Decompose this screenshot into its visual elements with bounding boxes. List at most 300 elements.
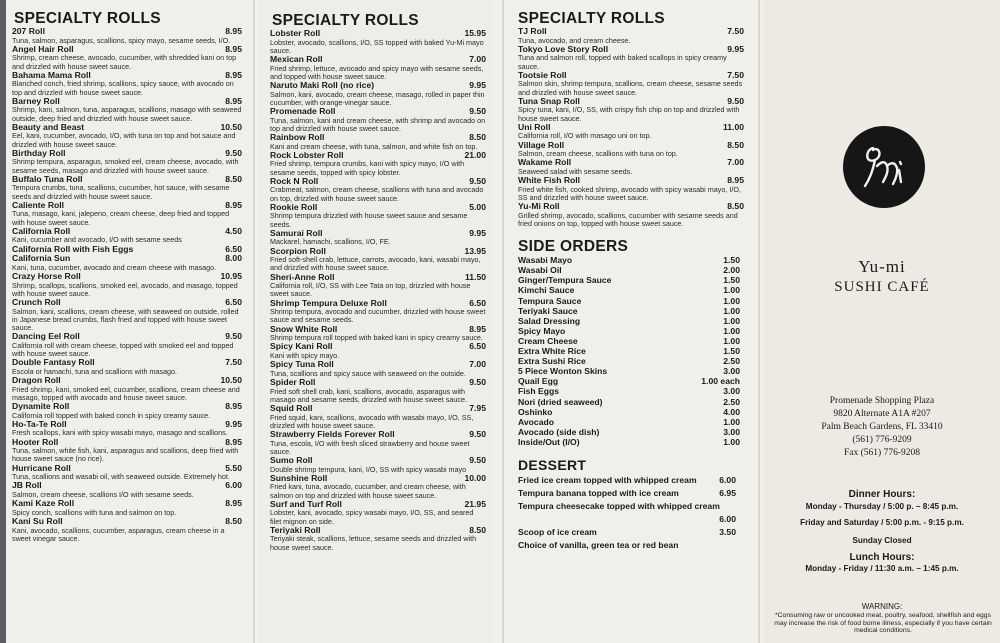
menu-item-row bbox=[518, 437, 740, 447]
item-description: Seaweed salad with sesame seeds. bbox=[518, 166, 633, 176]
item-description: Tuna, scallions and spicy sauce with seaweed on the outside. bbox=[270, 368, 466, 378]
item-price: 7.00 bbox=[469, 54, 486, 64]
menu-item bbox=[270, 325, 486, 343]
menu-item-row bbox=[518, 397, 740, 407]
menu-item bbox=[518, 487, 736, 500]
item-name: Avocado (side dish) bbox=[518, 426, 600, 437]
menu-item bbox=[518, 158, 744, 176]
menu-item bbox=[518, 437, 740, 447]
item-price: 1.00 each bbox=[701, 376, 740, 387]
menu-item bbox=[270, 500, 486, 526]
menu-item bbox=[518, 275, 740, 285]
item-price: 9.50 bbox=[469, 376, 486, 387]
item-description: Fried shrimp, kani, smoked eel, cucumber, scallions, cream cheese and masago, topped with avocado and house sweet sauce. bbox=[12, 384, 240, 402]
menu-item-row bbox=[518, 265, 740, 275]
item-price: 8.50 bbox=[469, 524, 486, 535]
dinner-hours-line: Monday - Thursday / 5:00 p. – 8:45 p.m. bbox=[805, 502, 959, 511]
menu-item bbox=[12, 175, 242, 201]
item-description: Salmon, kani, scallions, cream cheese, with seaweed on outside, rolled in Japanese bread crumbs, flash fried and topped with house sweet sauce. bbox=[12, 306, 239, 332]
cafe-name: Yu-mi bbox=[858, 257, 906, 276]
item-description: Blanched conch, fried shrimp, scallions, spicy sauce, with avocado on top and drizzled with house sweet sauce. bbox=[12, 79, 234, 97]
item-name: Squid Roll bbox=[270, 403, 313, 413]
item-price: 7.50 bbox=[727, 26, 744, 36]
item-description: Tuna, salmon, asparagus, scallions, spicy mayo, sesame seeds, I/O. bbox=[12, 35, 231, 45]
menu-item-row bbox=[12, 245, 242, 255]
item-price: 10.00 bbox=[464, 472, 486, 483]
menu-item-row bbox=[518, 356, 740, 366]
item-price: 6.00 bbox=[225, 480, 242, 491]
roll-list bbox=[270, 29, 486, 552]
item-description: Salmon skin, shrimp tempura, scallions, cream cheese, sesame seeds and drizzled with house sweet sauce. bbox=[518, 79, 743, 97]
menu-item bbox=[518, 513, 736, 526]
item-description: Lobster, avocado, scallions, I/O, SS topped with baked Yu-Mi mayo sauce. bbox=[270, 37, 484, 55]
lunch-hours-title: Lunch Hours: bbox=[849, 552, 915, 563]
item-price: 3.00 bbox=[723, 426, 740, 437]
item-price: 1.00 bbox=[723, 305, 740, 316]
item-name: Snow White Roll bbox=[270, 324, 338, 334]
fold-line bbox=[758, 0, 760, 643]
item-name: Hurricane Roll bbox=[12, 463, 71, 473]
menu-item bbox=[270, 404, 486, 430]
item-price: 8.95 bbox=[225, 43, 242, 54]
menu-item bbox=[12, 481, 242, 499]
item-name: Sumo Roll bbox=[270, 455, 313, 465]
item-description: Fried soft shell crab, kani, scallions, avocado, asparagus with masago and sesame seeds, drizzled with house sweet sauce. bbox=[270, 386, 467, 404]
item-name: Ho-Ta-Te Roll bbox=[12, 419, 67, 429]
menu-item bbox=[270, 456, 486, 474]
section-header: SPECIALTY ROLLS bbox=[14, 10, 161, 27]
item-name: Tootsie Roll bbox=[518, 70, 567, 80]
menu-item-row bbox=[518, 526, 736, 539]
item-description: Kani with spicy mayo. bbox=[270, 350, 340, 360]
item-description: Tuna and salmon roll, topped with baked scallops in spicy creamy sauce. bbox=[518, 53, 727, 71]
menu-item bbox=[518, 202, 744, 228]
item-price: 6.50 bbox=[225, 243, 242, 254]
item-description: Escola or hamachi, tuna and scallions with masago. bbox=[12, 366, 178, 376]
item-name: Buffalo Tuna Roll bbox=[12, 174, 83, 184]
menu-item bbox=[518, 71, 744, 97]
item-name: Crunch Roll bbox=[12, 297, 61, 307]
item-name: Birthday Roll bbox=[12, 148, 66, 158]
menu-item-row bbox=[518, 539, 736, 552]
item-name: Teriyaki Roll bbox=[270, 525, 321, 535]
item-name: Choice of vanilla, green tea or red bean bbox=[518, 539, 679, 550]
menu-item bbox=[12, 149, 242, 175]
item-price: 10.50 bbox=[220, 374, 242, 385]
item-name: TJ Roll bbox=[518, 27, 547, 36]
menu-item bbox=[518, 176, 744, 202]
menu-item-row bbox=[518, 366, 740, 376]
item-description: Kani, cucumber and avocado, I/O with sesame seeds bbox=[12, 235, 182, 245]
menu-item bbox=[518, 376, 740, 386]
item-name: California Roll with Fish Eggs bbox=[12, 244, 134, 254]
item-price: 6.50 bbox=[225, 296, 242, 307]
item-price: 9.50 bbox=[225, 331, 242, 342]
item-name: Rainbow Roll bbox=[270, 133, 325, 142]
menu-item bbox=[12, 27, 242, 45]
menu-item bbox=[12, 227, 242, 245]
menu-item bbox=[270, 151, 486, 177]
item-name: JB Roll bbox=[12, 481, 42, 491]
menu-item-row bbox=[518, 427, 740, 437]
item-name: Caliente Roll bbox=[12, 200, 65, 210]
item-name: Yu-Mi Roll bbox=[518, 202, 560, 212]
item-price: 6.95 bbox=[719, 487, 736, 498]
item-name: Rock N Roll bbox=[270, 176, 319, 186]
menu-item bbox=[12, 358, 242, 376]
item-name: Teriyaki Sauce bbox=[518, 305, 578, 316]
item-price: 8.95 bbox=[225, 400, 242, 411]
item-description: Fried shrimp, lettuce, avocado and spicy mayo with sesame seeds, and topped with house sweet sauce. bbox=[270, 63, 484, 81]
menu-item bbox=[518, 255, 740, 265]
item-name: Barney Roll bbox=[12, 96, 60, 106]
menu-item bbox=[270, 81, 486, 107]
item-price: 9.50 bbox=[469, 106, 486, 116]
item-description: Fried kani, tuna, avocado, cucumber, and cream cheese, with salmon on top and drizzled with house sweet sauce. bbox=[270, 482, 466, 500]
item-price: 8.95 bbox=[469, 323, 486, 334]
item-price: 2.50 bbox=[723, 356, 740, 367]
item-name: Wasabi Mayo bbox=[518, 255, 573, 266]
menu-item bbox=[12, 97, 242, 123]
menu-item bbox=[270, 29, 486, 55]
menu-item bbox=[270, 299, 486, 325]
menu-item bbox=[12, 298, 242, 332]
address-block bbox=[764, 395, 1000, 460]
menu-item-row bbox=[518, 474, 736, 487]
item-name: Sheri-Anne Roll bbox=[270, 272, 335, 282]
menu-item-row bbox=[518, 407, 740, 417]
item-price: 1.00 bbox=[723, 416, 740, 427]
item-description: Tempura crumbs, tuna, scallions, cucumber, hot sauce, with sesame seeds and drizzled with house sweet sauce. bbox=[12, 183, 230, 201]
yumi-logo bbox=[843, 126, 925, 208]
item-price: 9.50 bbox=[469, 454, 486, 465]
item-description: Tuna, salmon, white fish, kani, asparagus and scallions, deep fried with house sweet sauce (no rice). bbox=[12, 446, 239, 464]
item-price: 6.00 bbox=[719, 513, 736, 524]
item-price: 8.95 bbox=[225, 69, 242, 80]
menu-item bbox=[518, 366, 740, 376]
item-price: 6.50 bbox=[469, 341, 486, 352]
item-description: Lobster, kani, avocado, spicy wasabi mayo, I/O, SS, and seared filet mignon on side. bbox=[270, 508, 474, 526]
menu-item-row bbox=[518, 386, 740, 396]
item-name: Fried ice cream topped with whipped cream bbox=[518, 474, 697, 485]
item-price: 1.50 bbox=[723, 255, 740, 266]
item-name: Wakame Roll bbox=[518, 158, 572, 168]
lunch-hours-line: Monday - Friday / 11:30 a.m. – 1:45 p.m. bbox=[805, 564, 959, 573]
item-name: Extra Sushi Rice bbox=[518, 356, 586, 367]
item-price: 8.50 bbox=[727, 201, 744, 212]
item-name: Mexican Roll bbox=[270, 55, 323, 64]
item-price: 21.00 bbox=[464, 149, 486, 160]
item-description: Shrimp tempura roll topped with baked kani in spicy creamy sauce. bbox=[270, 333, 483, 343]
item-description: Shrimp tempura, avocado and cucumber, drizzled with house sweet sauce and sesame seeds. bbox=[270, 307, 486, 325]
item-price: 7.50 bbox=[727, 69, 744, 80]
item-name: Beauty and Beast bbox=[12, 122, 85, 132]
item-description: Tuna, escola, I/O with fresh sliced strawberry and house sweet sauce. bbox=[270, 438, 470, 456]
item-price: 1.00 bbox=[723, 285, 740, 296]
item-description: Shrimp, cream cheese, avocado, cucumber, with shredded kani on top and drizzled with house sweet sauce. bbox=[12, 53, 237, 71]
menu-item bbox=[518, 97, 744, 123]
menu-item bbox=[518, 141, 744, 159]
item-description: Shrimp tempura drizzled with house sweet sauce and sesame seeds. bbox=[270, 211, 468, 229]
item-name: Shrimp Tempura Deluxe Roll bbox=[270, 298, 387, 308]
item-name: Naruto Maki Roll (no rice) bbox=[270, 81, 375, 90]
menu-item bbox=[518, 427, 740, 437]
item-description: Fried shrimp, tempura crumbs, kani with spicy mayo, I/O with sesame seeds, topped with spicy lobster. bbox=[270, 159, 465, 177]
menu-item bbox=[270, 474, 486, 500]
item-price: 7.50 bbox=[225, 357, 242, 368]
item-price: 4.00 bbox=[723, 406, 740, 417]
item-name: Tokyo Love Story Roll bbox=[518, 44, 609, 54]
item-description: Salmon, kani, avocado, cream cheese, masago, rolled in paper thin cucumber, with orange-vinegar sauce. bbox=[270, 89, 485, 107]
menu-item-row bbox=[518, 376, 740, 386]
section-header: SPECIALTY ROLLS bbox=[272, 12, 419, 29]
item-name: Oshinko bbox=[518, 406, 553, 417]
menu-item bbox=[12, 71, 242, 97]
item-price: 1.00 bbox=[723, 295, 740, 306]
menu-item bbox=[270, 360, 486, 378]
item-price: 5.50 bbox=[225, 462, 242, 473]
item-name: White Fish Roll bbox=[518, 176, 581, 186]
menu-item bbox=[12, 245, 242, 255]
roll-list bbox=[518, 27, 744, 228]
menu-item-row bbox=[518, 275, 740, 285]
dessert-list bbox=[518, 474, 736, 552]
item-description: Shrimp, scallops, scallions, smoked eel, avocado, and masago, topped with house sweet sauce. bbox=[12, 280, 238, 298]
menu-item bbox=[518, 417, 740, 427]
item-description: Fresh scallops, kani with spicy wasabi mayo, masago and scallions. bbox=[12, 428, 228, 438]
menu-item bbox=[12, 499, 242, 517]
item-price: 9.95 bbox=[225, 418, 242, 429]
item-price: 7.95 bbox=[469, 402, 486, 413]
item-price: 9.95 bbox=[469, 227, 486, 238]
cafe-subtitle: SUSHI CAFÉ bbox=[834, 279, 930, 295]
menu-item bbox=[12, 201, 242, 227]
item-name: Spicy Kani Roll bbox=[270, 342, 333, 352]
item-name: Angel Hair Roll bbox=[12, 44, 74, 54]
item-price: 8.50 bbox=[225, 515, 242, 526]
item-price: 9.50 bbox=[469, 428, 486, 439]
item-price: 8.00 bbox=[225, 253, 242, 264]
menu-item bbox=[518, 316, 740, 326]
menu-item-row bbox=[518, 513, 736, 526]
item-description: California roll topped with baked conch in spicy creamy sauce. bbox=[12, 410, 211, 420]
item-price: 1.00 bbox=[723, 315, 740, 326]
menu-item-row bbox=[518, 336, 740, 346]
item-price: 1.50 bbox=[723, 346, 740, 357]
dessert-header: DESSERT bbox=[518, 456, 587, 473]
item-name: Kimchi Sauce bbox=[518, 285, 575, 296]
menu-item-row bbox=[518, 500, 736, 513]
item-price: 9.50 bbox=[225, 147, 242, 158]
item-price: 3.00 bbox=[723, 386, 740, 397]
item-name: Double Fantasy Roll bbox=[12, 358, 95, 368]
menu-item-row bbox=[518, 326, 740, 336]
menu-item bbox=[270, 526, 486, 552]
item-name: Spider Roll bbox=[270, 377, 316, 387]
menu-item bbox=[12, 376, 242, 402]
item-description: California roll, I/O, SS with Lee Tata on top, drizzled with house sweet sauce. bbox=[270, 281, 471, 299]
item-description: Shrimp, kani, salmon, tuna, asparagus, scallions, masago with seaweed outside, deep fried and drizzled with house sweet sauce. bbox=[12, 105, 242, 123]
item-description: Kani, tuna, cucumber, avocado and cream cheese with masago. bbox=[12, 262, 217, 272]
menu-item bbox=[518, 500, 736, 513]
fold-line bbox=[502, 0, 504, 643]
item-name: Ginger/Tempura Sauce bbox=[518, 275, 612, 286]
menu-item bbox=[270, 133, 486, 151]
item-price: 21.95 bbox=[464, 498, 486, 509]
item-price: 1.00 bbox=[723, 325, 740, 336]
item-description: Teriyaki steak, scallions, lettuce, sesame seeds and drizzled with house sweet sauce. bbox=[270, 534, 477, 552]
menu-item bbox=[12, 123, 242, 149]
item-price: 6.00 bbox=[719, 474, 736, 485]
menu-item bbox=[12, 438, 242, 464]
item-description: Grilled shrimp, avocado, scallions, cucumber with sesame seeds and fried onions on top, topped with house sweet sauce. bbox=[518, 210, 738, 228]
item-name: Bahama Mama Roll bbox=[12, 70, 91, 80]
item-name: Uni Roll bbox=[518, 122, 551, 132]
dinner-hours-line: Friday and Saturday / 5:00 p.m. - 9:15 p.m. bbox=[800, 518, 964, 527]
item-price: 10.50 bbox=[220, 121, 242, 132]
menu-item bbox=[518, 526, 736, 539]
menu-item bbox=[518, 397, 740, 407]
menu-item bbox=[12, 517, 242, 543]
item-name: Kani Su Roll bbox=[12, 516, 63, 526]
item-name: Tempura banana topped with ice cream bbox=[518, 487, 679, 498]
item-price: 8.50 bbox=[469, 132, 486, 142]
item-name: Extra White Rice bbox=[518, 346, 586, 357]
menu-item bbox=[518, 356, 740, 366]
section-header: SPECIALTY ROLLS bbox=[518, 10, 665, 27]
menu-item bbox=[518, 407, 740, 417]
item-description: Kani and cream cheese, with tuna, salmon, and white fish on top. bbox=[270, 141, 478, 151]
menu-item bbox=[518, 296, 740, 306]
item-price: 13.95 bbox=[464, 245, 486, 256]
address-line: (561) 776-9209 bbox=[852, 435, 912, 445]
menu-item-row bbox=[518, 417, 740, 427]
warning-text: *Consuming raw or uncooked meat, poultry, seafood, shellfish and eggs may increase the risk of food borne illness, especially if you have certain medical conditions. bbox=[774, 612, 992, 635]
item-name: Lobster Roll bbox=[270, 29, 321, 38]
menu-item-row bbox=[518, 296, 740, 306]
item-name: Dancing Eel Roll bbox=[12, 332, 80, 342]
item-price: 8.95 bbox=[225, 26, 242, 36]
item-price: 1.00 bbox=[723, 335, 740, 346]
item-description: Salmon, cream cheese, scallions with tuna on top. bbox=[518, 149, 678, 159]
item-name: Rock Lobster Roll bbox=[270, 150, 344, 160]
item-description: Double shrimp tempura, kani, I/O, SS with spicy wasabi mayo bbox=[270, 464, 467, 474]
panel-cafe-info bbox=[764, 0, 1000, 643]
menu-item bbox=[12, 464, 242, 482]
item-price: 9.95 bbox=[727, 43, 744, 54]
address-line: Promenade Shopping Plaza bbox=[829, 396, 935, 406]
menu-item bbox=[518, 27, 744, 45]
item-price: 8.50 bbox=[225, 173, 242, 184]
item-name: Tempura cheesecake topped with whipped cream bbox=[518, 500, 720, 511]
menu-item bbox=[270, 107, 486, 133]
item-name: Crazy Horse Roll bbox=[12, 271, 81, 281]
item-name: Spicy Mayo bbox=[518, 325, 566, 336]
item-name: Inside/Out (I/O) bbox=[518, 436, 580, 447]
item-name: Salad Dressing bbox=[518, 315, 581, 326]
item-name: Village Roll bbox=[518, 140, 565, 150]
item-name: Kami Kaze Roll bbox=[12, 499, 75, 509]
item-name: Samurai Roll bbox=[270, 228, 323, 238]
item-price: 15.95 bbox=[464, 28, 486, 38]
menu-item bbox=[518, 346, 740, 356]
item-name: Sunshine Roll bbox=[270, 473, 328, 483]
item-price: 9.50 bbox=[727, 95, 744, 106]
item-price: 2.00 bbox=[723, 265, 740, 276]
menu-item bbox=[518, 336, 740, 346]
menu-item bbox=[270, 273, 486, 299]
item-name: Scoop of ice cream bbox=[518, 526, 597, 537]
item-description: Eel, kani, cucumber, avocado, I/O, with tuna on top and hot sauce and drizzled with house sweet sauce. bbox=[12, 131, 236, 149]
item-price: 8.95 bbox=[225, 95, 242, 106]
item-name: Promenade Roll bbox=[270, 107, 336, 116]
side-orders-list bbox=[518, 255, 740, 447]
item-description: Tuna, salmon, kani and cream cheese, with shrimp and avocado on top and drizzled with house sweet sauce. bbox=[270, 115, 486, 133]
item-description: Tuna, scallions and wasabi oil, with seaweed outside. Extremely hot. bbox=[12, 472, 230, 482]
menu-item bbox=[270, 55, 486, 81]
menu-item bbox=[270, 247, 486, 273]
menu-item-row bbox=[518, 316, 740, 326]
item-price: 8.50 bbox=[727, 139, 744, 150]
item-description: California roll, I/O with masago uni on top. bbox=[518, 131, 652, 141]
dinner-hours-line: Sunday Closed bbox=[852, 536, 912, 545]
fold-line bbox=[253, 0, 255, 643]
item-name: Fish Eggs bbox=[518, 386, 560, 397]
item-price: 1.00 bbox=[723, 436, 740, 447]
item-name: Wasabi Oil bbox=[518, 265, 562, 276]
panel-specialty-rolls-2 bbox=[258, 0, 492, 643]
menu-item bbox=[518, 326, 740, 336]
menu-item bbox=[12, 402, 242, 420]
side-orders-header: SIDE ORDERS bbox=[518, 238, 629, 256]
item-description: Fried squid, kani, scallions, avocado with wasabi mayo, I/O, SS, drizzled with house sweet sauce. bbox=[270, 412, 474, 430]
item-name: Tempura Sauce bbox=[518, 295, 582, 306]
item-price: 11.50 bbox=[464, 271, 486, 282]
item-description: Kani, avocado, scallions, cucumber, asparagus, cream cheese in a sweet vinegar sauce. bbox=[12, 525, 225, 543]
item-price: 8.95 bbox=[727, 175, 744, 186]
item-price: 2.50 bbox=[723, 396, 740, 407]
menu-item bbox=[270, 378, 486, 404]
menu-item bbox=[12, 332, 242, 358]
item-description: Shrimp tempura, asparagus, smoked eel, cream cheese, avocado, with sesame seeds, masago and drizzled with house sweet sauce. bbox=[12, 157, 239, 175]
menu-item bbox=[518, 539, 736, 552]
address-line: Palm Beach Gardens, FL 33410 bbox=[821, 422, 943, 432]
item-name: Surf and Turf Roll bbox=[270, 499, 342, 509]
menu-item bbox=[518, 306, 740, 316]
menu-item bbox=[518, 285, 740, 295]
menu-item bbox=[270, 430, 486, 456]
item-description: California roll with cream cheese, topped with smoked eel and topped with house sweet sauce. bbox=[12, 340, 234, 358]
item-description: Spicy tuna, kani, I/O, SS, with crispy fish chip on top and drizzled with house sweet sauce. bbox=[518, 105, 740, 123]
menu-item bbox=[270, 342, 486, 360]
item-name: Dragon Roll bbox=[12, 375, 61, 385]
item-description: Fried soft-shell crab, lettuce, carrots, avocado, kani, wasabi mayo, and drizzled with house sweet sauce. bbox=[270, 255, 481, 273]
menu-item-row bbox=[518, 487, 736, 500]
item-description: Tuna, masago, kani, jalepeno, cream cheese, deep fried and topped with house sweet sauce. bbox=[12, 209, 230, 227]
menu-item bbox=[12, 420, 242, 438]
item-price: 9.50 bbox=[469, 175, 486, 186]
item-name: Hooter Roll bbox=[12, 437, 59, 447]
item-name: 5 Piece Wonton Skins bbox=[518, 366, 608, 377]
menu-item-row bbox=[518, 306, 740, 316]
menu-item bbox=[12, 254, 242, 272]
item-name: Strawberry Fields Forever Roll bbox=[270, 429, 395, 439]
item-description: Spicy conch, scallions with tuna and salmon on top. bbox=[12, 507, 177, 517]
menu-item-row bbox=[518, 255, 740, 265]
item-price: 10.95 bbox=[220, 270, 242, 281]
panel-specialty-rolls-3 bbox=[508, 0, 752, 643]
item-name: Dynamite Roll bbox=[12, 401, 70, 411]
